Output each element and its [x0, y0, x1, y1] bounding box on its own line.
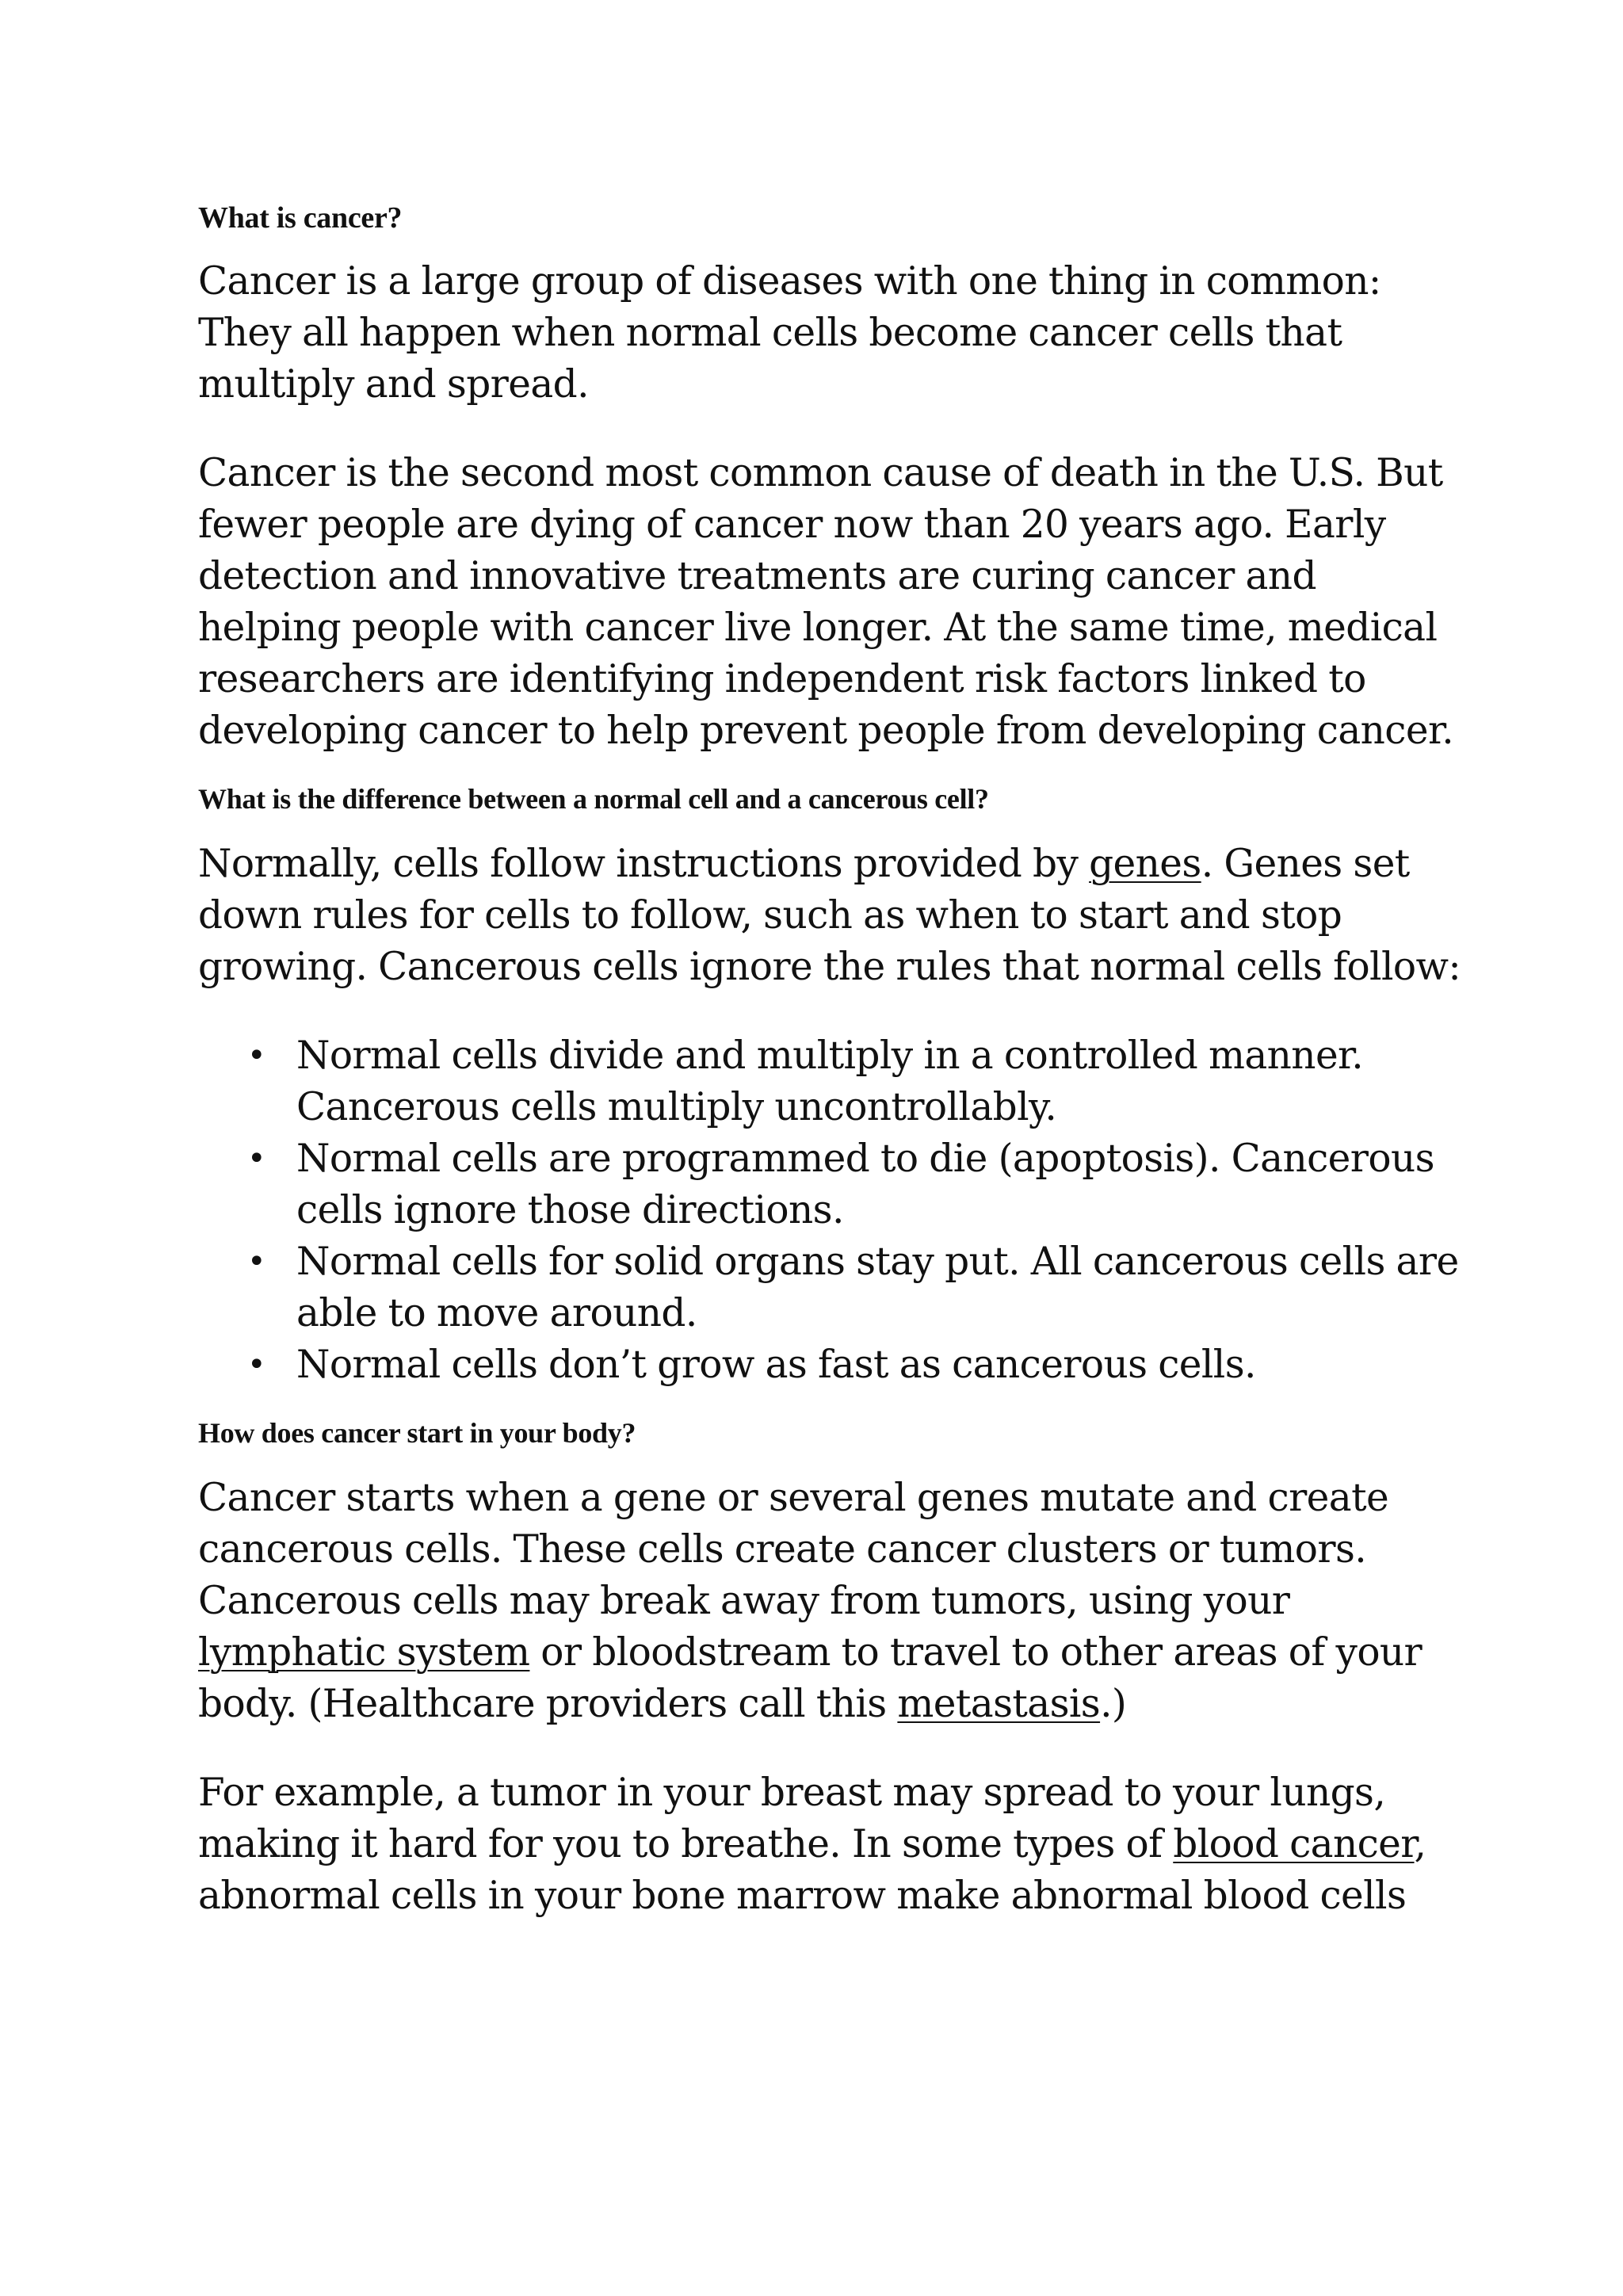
paragraph-cancer-statistics: Cancer is the second most common cause of death in the U.S. But fewer people are dying of cancer now than 20 years ago. Early detection and innovative treatments are curing cancer and helping people with cancer live longer. At the same time, medical researchers are identifying independent risk factors linked to developing cancer to help prevent people from developing cancer.: [198, 451, 1454, 753]
list-item-text: Normal cells are programmed to die (apoptosis). Cancerous cells ignore those directions.: [296, 1137, 1434, 1232]
list-item-text: Normal cells don’t grow as fast as cancerous cells.: [296, 1343, 1256, 1387]
document-page: [198, 200, 1466, 1922]
cancer-start-text-2: or bloodstream to travel to other areas of your body. (Healthcare providers call this: [198, 1630, 1423, 1726]
paragraph-spread-example: [198, 1767, 1466, 1922]
genes-link[interactable]: genes: [1089, 842, 1201, 886]
spread-example-text-1: For example, a tumor in your breast may spread to your lungs, making it hard for you to breathe. In some types of: [198, 1771, 1386, 1866]
bullet-icon: •: [247, 1037, 265, 1074]
blood-cancer-link[interactable]: blood cancer: [1173, 1822, 1415, 1866]
section-heading-how-cancer-starts: How does cancer start in your body?: [198, 1417, 636, 1449]
list-item: [198, 1133, 1466, 1236]
paragraph-cancer-definition: Cancer is a large group of diseases with one thing in common: They all happen when normal cells become cancer cells that multiply and spread.: [198, 259, 1381, 407]
cancer-start-text-3: .): [1100, 1682, 1127, 1726]
bullet-icon: •: [247, 1347, 265, 1383]
list-item-text: Normal cells divide and multiply in a controlled manner. Cancerous cells multiply uncontrollably.: [296, 1033, 1364, 1129]
list-item-text: Normal cells for solid organs stay put. All cancerous cells are able to move around.: [296, 1240, 1459, 1335]
intro-text-before-link: Normally, cells follow instructions provided by: [198, 842, 1090, 886]
lymphatic-system-link[interactable]: lymphatic system: [198, 1630, 530, 1675]
cancer-start-text-1: Cancer starts when a gene or several genes mutate and create cancerous cells. These cells create cancer clusters or tumors. Cancerous cells may break away from tumors, using your: [198, 1476, 1389, 1623]
intro-text-after-link: . Genes set down rules for cells to follow, such as when to start and stop growing. Cancerous cells ignore the rules that normal cells follow:: [198, 842, 1461, 989]
paragraph-cancer-start: [198, 1473, 1466, 1730]
spread-example-text-2: , abnormal cells in your bone marrow make abnormal blood cells: [198, 1822, 1426, 1918]
section-heading-normal-vs-cancerous: What is the difference between a normal cell and a cancerous cell?: [198, 783, 989, 815]
cell-differences-list: [198, 1030, 1466, 1391]
paragraph-normal-cells-intro: [198, 839, 1466, 993]
bullet-icon: •: [247, 1244, 265, 1280]
list-item: [198, 1236, 1466, 1339]
bullet-icon: •: [247, 1140, 265, 1177]
list-item: [198, 1339, 1466, 1391]
section-heading-what-is-cancer: What is cancer?: [198, 201, 403, 235]
metastasis-link[interactable]: metastasis: [897, 1682, 1101, 1726]
list-item: [198, 1030, 1466, 1133]
